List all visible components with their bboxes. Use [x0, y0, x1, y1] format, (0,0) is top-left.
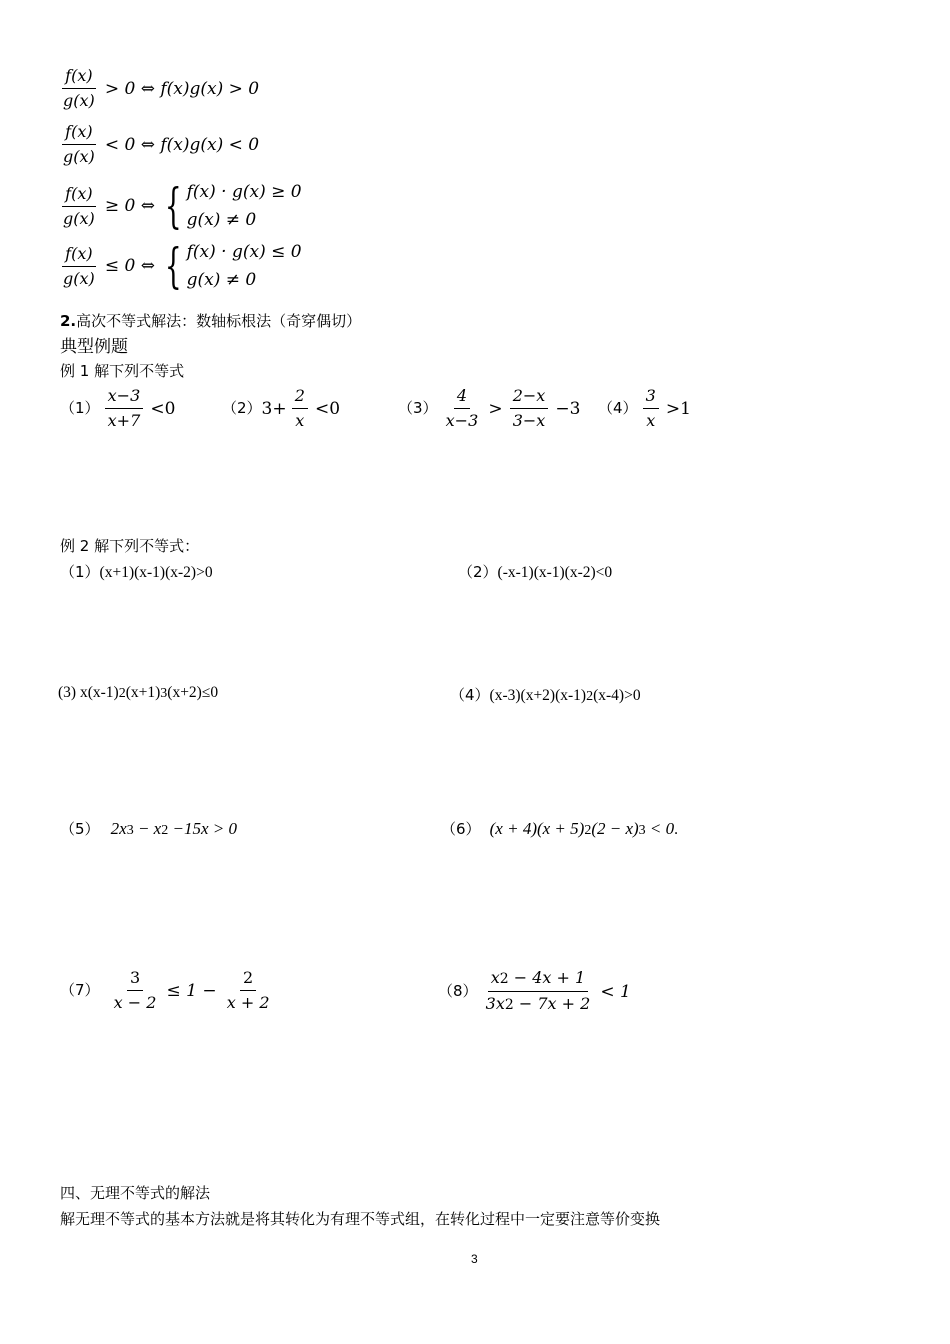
typical-examples-heading: 典型例题 — [60, 337, 128, 357]
case-brace: { f(x) · g(x) ≤ 0 g(x) ≠ 0 — [164, 238, 302, 294]
example-1-item-2: （2）3+ $\frac{2}{x}$ <0 — [222, 386, 341, 430]
case-brace: { f(x) · g(x) ≥ 0 g(x) ≠ 0 — [164, 178, 302, 234]
example-1-item-1: （1） $\frac{x-3}{x+7}$ <0 — [60, 386, 176, 430]
example-2-item-3: (3) x(x-1)2(x+1)3(x+2)≤0 — [58, 684, 219, 701]
example-1-item-3: （3） $\frac{4}{x-3}$ > $\frac{2-x}{3-x}$ −3 — [398, 386, 581, 430]
fraction: $\frac{f(x)}{g(x)}$ — [63, 243, 95, 288]
fraction: $\frac{f(x)}{g(x)}$ — [63, 122, 95, 166]
left-brace-icon: { — [164, 238, 182, 294]
example-2-item-4: （4）(x-3)(x+2)(x-1)2(x-4)>0 — [450, 686, 641, 704]
example-2-item-8: （8） $\frac{x2 - 4x + 1}{3x2 - 7x + 2}$ < 1 — [438, 968, 631, 1013]
fraction: $\frac{f(x)}{g(x)}$ — [63, 183, 95, 228]
example-2-item-7: （7） $\frac{3}{x - 2}$ ≤ 1 − $\frac{2}{x + 2}$ — [60, 968, 270, 1012]
formula-quotient-lt — [60, 122, 261, 167]
example-2-item-2: （2）(-x-1)(x-1)(x-2)<0 — [458, 563, 613, 581]
formula-quotient-le: $\frac{f(x)}{g(x)}$ ≤ 0 ⇔ { f(x) · g(x) ≤ 0 g(x) ≠ 0 — [60, 238, 302, 294]
example-2-title: 例 2 解下列不等式： — [60, 537, 200, 555]
formula-rhs: < 0 ⇔ f(x)g(x) < 0 — [104, 134, 260, 155]
formula-rhs: > 0 ⇔ f(x)g(x) > 0 — [104, 78, 260, 99]
formula-quotient-ge: $\frac{f(x)}{g(x)}$ ≥ 0 ⇔ { f(x) · g(x) ≥ 0 g(x) ≠ 0 — [60, 178, 302, 234]
example-2-item-5: （5） 2x3 − x2 −15x > 0 — [60, 819, 237, 838]
example-2-item-1: （1）(x+1)(x-1)(x-2)>0 — [60, 563, 213, 581]
section-4-text: 解无理不等式的基本方法就是将其转化为有理不等式组，在转化过程中一定要注意等价变换 — [60, 1210, 661, 1228]
formula-quotient-gt — [60, 66, 261, 111]
section-2-heading: 2.高次不等式解法：数轴标根法（奇穿偶切） — [60, 312, 362, 330]
left-brace-icon: { — [164, 178, 182, 234]
example-1-title: 例 1 解下列不等式 — [60, 362, 185, 380]
example-2-item-6: （6） (x + 4)(x + 5)2(2 − x)3 < 0. — [441, 819, 679, 838]
example-1-item-4: （4） $\frac{3}{x}$ >1 — [598, 386, 691, 430]
section-4-title: 四、无理不等式的解法 — [60, 1184, 211, 1202]
fraction: $\frac{f(x)}{g(x)}$ — [63, 66, 95, 110]
page-number: 3 — [471, 1252, 478, 1266]
